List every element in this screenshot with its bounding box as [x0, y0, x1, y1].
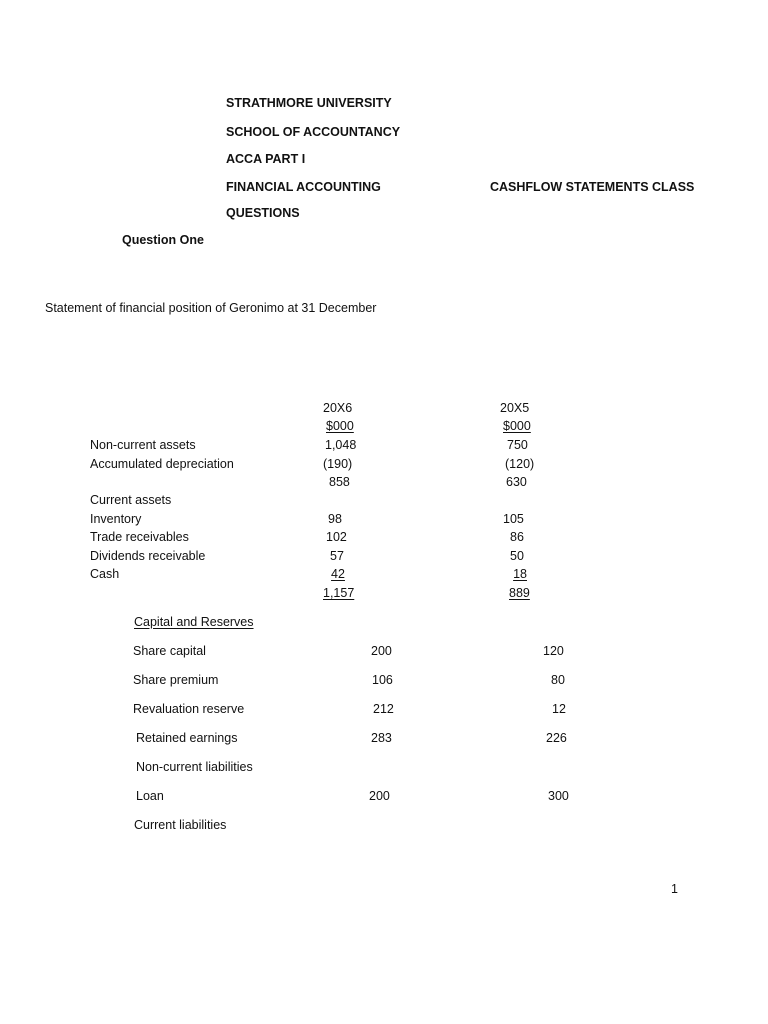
asset-row-v2: 750: [507, 438, 528, 452]
asset-row-v1: 102: [326, 530, 347, 544]
equity-row-label: Retained earnings: [136, 731, 238, 745]
school-name: SCHOOL OF ACCOUNTANCY: [226, 125, 401, 139]
unit2-heading: $000: [503, 419, 531, 433]
equity-row-v1: 106: [372, 673, 393, 687]
equity-row-v2: 120: [543, 644, 564, 658]
equity-row-v1: 200: [369, 789, 390, 803]
asset-row-v2: 86: [510, 530, 524, 544]
equity-row-label: Share premium: [133, 673, 219, 687]
course-level: ACCA PART I: [226, 152, 306, 166]
course-title: FINANCIAL ACCOUNTING: [226, 180, 381, 194]
equity-row-v2: 226: [546, 731, 567, 745]
asset-row-v2: 50: [510, 549, 524, 563]
asset-row-label: Cash: [90, 567, 120, 581]
question-title: Question One: [122, 233, 204, 247]
asset-row-label: Accumulated depreciation: [90, 457, 234, 471]
capital-reserves-heading: Capital and Reserves: [134, 615, 254, 629]
unit1-heading: $000: [326, 419, 354, 433]
asset-subtotal-v1: 858: [329, 475, 350, 489]
asset-subtotal-v2: 630: [506, 475, 527, 489]
equity-row-v1: 212: [373, 702, 394, 716]
statement-title: Statement of financial position of Geronimo at 31 December: [45, 301, 377, 315]
asset-row-label: Trade receivables: [90, 530, 189, 544]
page-number: 1: [671, 882, 678, 896]
asset-row-v1: (190): [323, 457, 353, 471]
questions-heading: QUESTIONS: [226, 206, 300, 220]
asset-row-v2: 18: [513, 567, 527, 581]
current-assets-heading: Current assets: [90, 493, 172, 507]
year1-heading: 20X6: [323, 401, 353, 415]
asset-row-v1: 42: [331, 567, 345, 581]
asset-row-label: Non-current assets: [90, 438, 196, 452]
asset-row-label: Dividends receivable: [90, 549, 206, 563]
equity-row-v2: 12: [552, 702, 566, 716]
equity-row-v2: 80: [551, 673, 565, 687]
total-assets-v2: 889: [509, 586, 530, 600]
university-name: STRATHMORE UNIVERSITY: [226, 96, 392, 110]
non-current-liabilities-heading: Non-current liabilities: [136, 760, 253, 774]
year2-heading: 20X5: [500, 401, 530, 415]
equity-row-v1: 200: [371, 644, 392, 658]
asset-row-v1: 57: [330, 549, 344, 563]
asset-row-v1: 98: [328, 512, 342, 526]
asset-row-v2: 105: [503, 512, 524, 526]
equity-row-label: Share capital: [133, 644, 206, 658]
equity-row-label: Loan: [136, 789, 164, 803]
asset-row-label: Inventory: [90, 512, 142, 526]
equity-row-label: Revaluation reserve: [133, 702, 245, 716]
asset-row-v1: 1,048: [325, 438, 357, 452]
current-liabilities-heading: Current liabilities: [134, 818, 227, 832]
asset-row-v2: (120): [505, 457, 535, 471]
equity-row-v2: 300: [548, 789, 569, 803]
total-assets-v1: 1,157: [323, 586, 355, 600]
equity-row-v1: 283: [371, 731, 392, 745]
class-title: CASHFLOW STATEMENTS CLASS: [490, 180, 695, 194]
